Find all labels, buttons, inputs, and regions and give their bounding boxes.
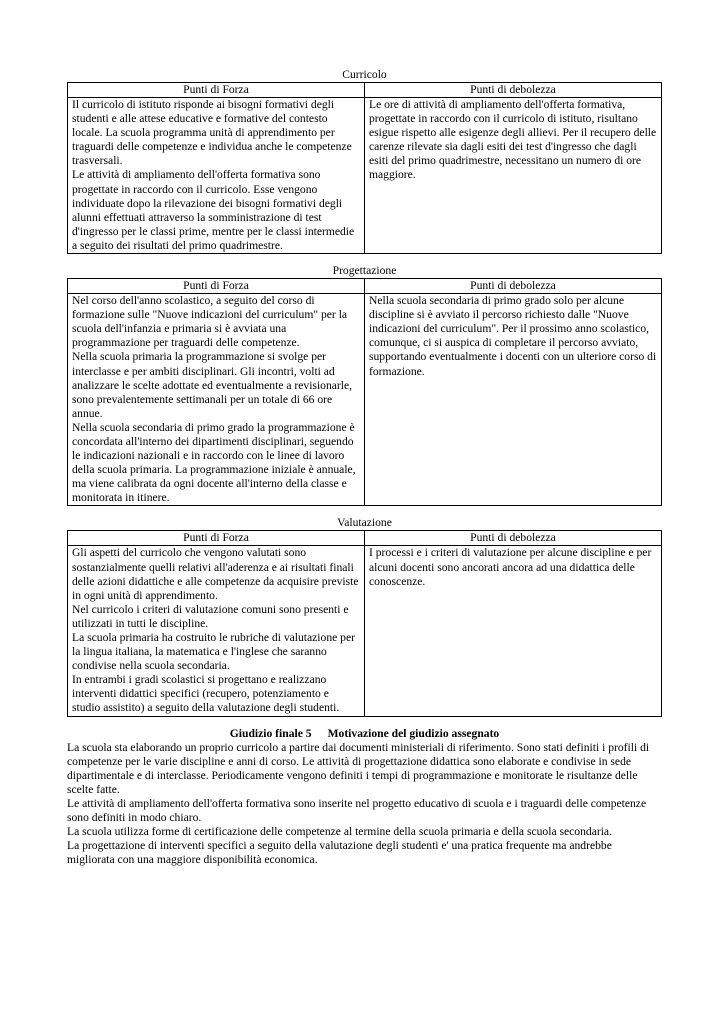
motivation-paragraph: Le attività di ampliamento dell'offerta formativa sono inserite nel progetto educativo di scuola e i traguardi delle competenze sono definiti in modo chiaro. <box>67 796 647 825</box>
header-weaknesses: Punti di debolezza <box>365 531 662 546</box>
strength-paragraph: La scuola primaria ha costruito le rubriche di valutazione per la lingua italiana, la matematica e l'inglese che saranno condivise nella scuola secondaria. <box>72 631 358 673</box>
table-valutazione <box>67 530 662 716</box>
weakness-paragraph: Le ore di attività di ampliamento dell'offerta formativa, progettate in raccordo con il curricolo di istituto, risultano esigue rispetto alle esigenze degli allievi. Per il recupero delle carenze rilevate sia dagli esiti dei test d'ingresso che dagli esiti del primo quadrimestre, necessitano un numero di ore maggiore. <box>369 98 660 182</box>
strength-paragraph: Gli aspetti del curricolo che vengono valutati sono sostanzialmente quelli relativi all'aderenza e ai risultati finali delle azioni didattiche e alle competenze da acquisire previste in ogni unità di apprendimento. <box>72 546 362 602</box>
strength-paragraph: Il curricolo di istituto risponde ai bisogni formativi degli studenti e alle attese educative e formative del contesto locale. La scuola programma unità di apprendimento per traguardi delle competenze e individua anche le competenze trasversali. <box>72 98 355 168</box>
weaknesses-cell <box>365 546 662 716</box>
section-title-curricolo: Curricolo <box>342 68 387 81</box>
final-grade-label: Giudizio finale 5 <box>229 726 312 740</box>
motivation-paragraph: La scuola sta elaborando un proprio curricolo a partire dai documenti ministeriali di riferimento. Sono stati definiti i profili di competenze per le varie discipline e anni di corso. Le attività di progettazione didattica sono elaborate e condivise in sede dipartimentale e di interclasse. Periodicamente vengono definiti i tempi di programmazione e monitorate le risultanze delle scelte fatte. <box>67 740 650 796</box>
motivation-paragraph: La scuola utilizza forme di certificazione delle competenze al termine della scuola primaria e della scuola secondaria. <box>67 825 612 839</box>
header-strengths: Punti di Forza <box>68 531 365 546</box>
header-strengths: Punti di Forza <box>68 83 365 98</box>
strengths-cell <box>68 294 365 506</box>
final-motivation-text <box>67 741 662 868</box>
strength-paragraph: Le attività di ampliamento dell'offerta formativa sono progettate in raccordo con il curricolo. Esse vengono individuate dopo la rilevazione dei bisogni formativi degli alunni effettuati attraverso la somministrazione di test d'ingresso per le classi prime, mentre per le classi intermedie a seguito dei risultati del primo quadrimestre. <box>72 168 358 252</box>
strengths-cell <box>68 546 365 716</box>
strength-paragraph: Nella scuola secondaria di primo grado la programmazione è concordata all'interno dei dipartimenti disciplinari, seguendo le indicazioni nazionali e in raccordo con le linee di lavoro della scuola primaria. La programmazione iniziale è annuale, ma viene calibrata da ogni docente all'interno della classe e monitorata in itinere. <box>72 420 359 505</box>
strength-paragraph: In entrambi i gradi scolastici si progettano e realizzano interventi didattici specifici (recupero, potenziamento e studio assistito) a seguito della valutazione degli studenti. <box>72 673 340 715</box>
table-curricolo <box>67 82 662 254</box>
section-title-valutazione: Valutazione <box>337 516 392 530</box>
strengths-cell <box>68 98 365 254</box>
motivation-paragraph: La progettazione di interventi specifici a seguito della valutazione degli studenti e' una pratica frequente ma andrebbe migliorata con una maggiore disponibilità economica. <box>67 839 612 867</box>
weakness-paragraph: I processi e i criteri di valutazione per alcune discipline e per alcuni docenti sono ancorati ancora ad una didattica delle conoscenze. <box>369 546 655 588</box>
section-title-progettazione: Progettazione <box>332 264 397 278</box>
header-strengths: Punti di Forza <box>68 279 365 294</box>
strength-paragraph: Nel corso dell'anno scolastico, a seguito del corso di formazione sulle "Nuove indicazioni del curriculum" per la scuola dell'infanzia e primaria si è avviata una programmazione per traguardi delle competenze. <box>72 294 350 350</box>
weaknesses-cell <box>365 98 662 254</box>
motivation-label: Motivazione del giudizio assegnato <box>327 726 500 740</box>
weaknesses-cell <box>365 294 662 506</box>
table-progettazione <box>67 278 662 506</box>
strength-paragraph: Nella scuola primaria la programmazione si svolge per interclasse e per ambiti disciplinari. Gli incontri, volti ad analizzare le scelte adottate ed eventualmente a revisionarle, sono prevalentemente settimanali per un totale di 66 ore annue. <box>72 350 355 420</box>
final-judgement-heading <box>67 726 662 741</box>
strength-paragraph: Nel curricolo i criteri di valutazione comuni sono presenti e utilizzati in tutti le discipline. <box>72 602 352 630</box>
weakness-paragraph: Nella scuola secondaria di primo grado solo per alcune discipline si è avviato il percorso richiesto dalle "Nuove indicazioni del curriculum". Per il prossimo anno scolastico, comunque, ci si auspica di completare il percorso avviato, supportando eventualmente i docenti con un ulteriore corso di formazione. <box>369 294 660 378</box>
header-weaknesses: Punti di debolezza <box>365 279 662 294</box>
document-page <box>67 67 662 867</box>
header-weaknesses: Punti di debolezza <box>365 83 662 98</box>
